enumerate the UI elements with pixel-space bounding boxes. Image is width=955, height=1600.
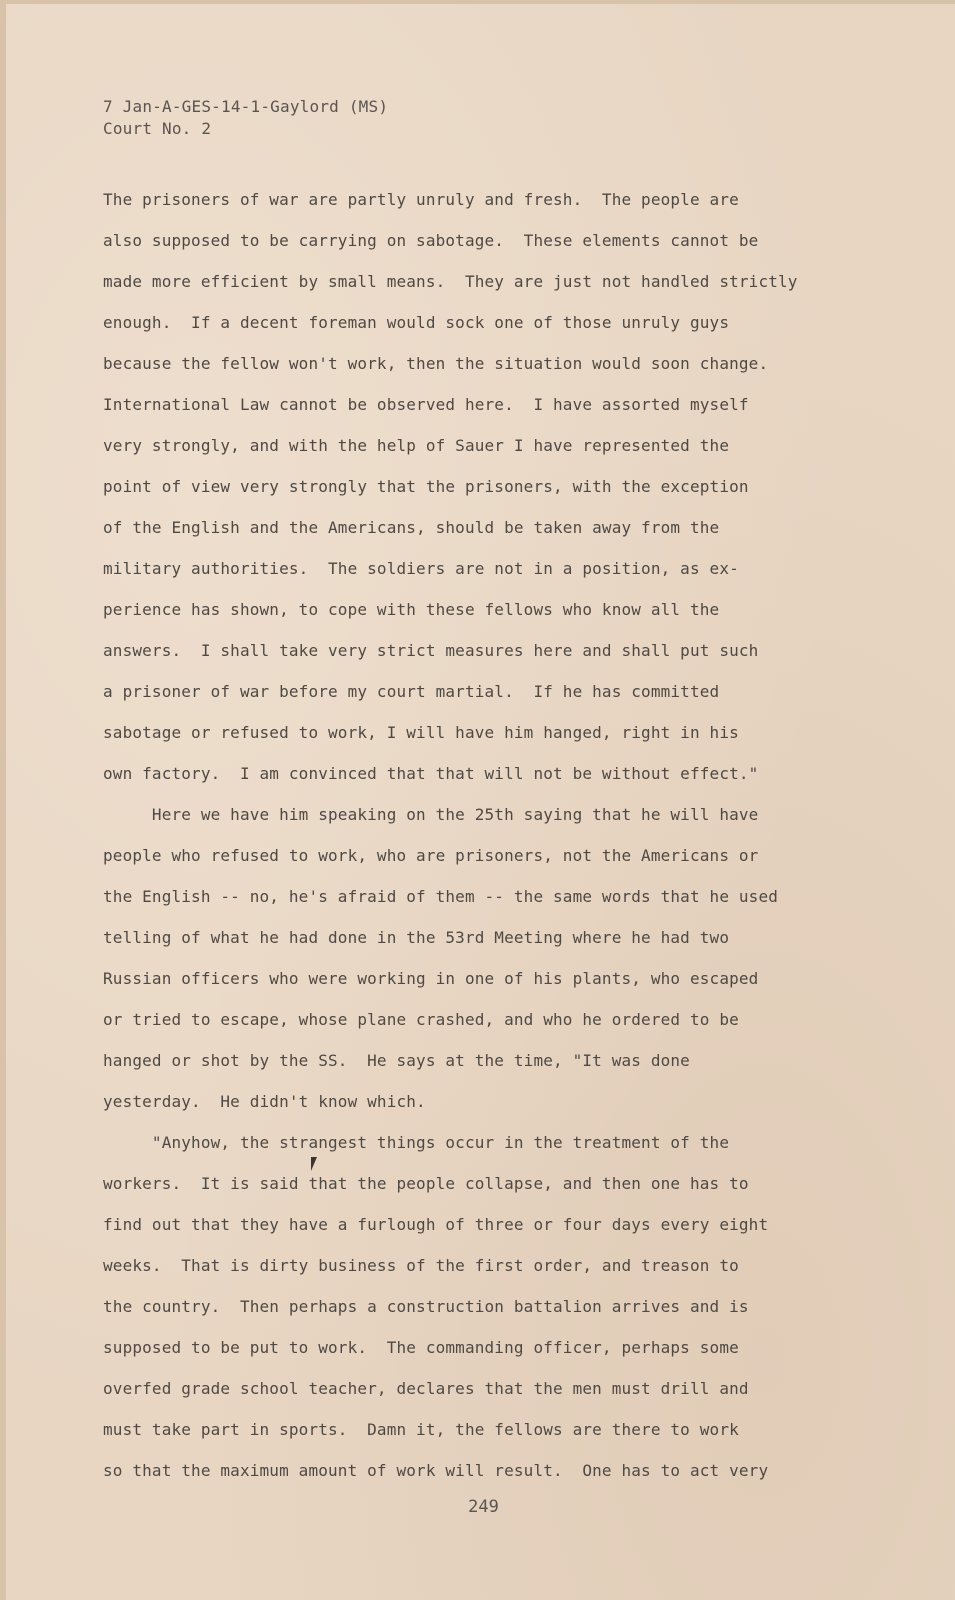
text-line: made more efficient by small means. They are just not handled strictly (103, 272, 798, 291)
document-body (103, 179, 843, 1491)
text-line: so that the maximum amount of work will result. One has to act very (103, 1461, 769, 1480)
text-line: the English -- no, he's afraid of them -- the same words that he used (103, 887, 779, 906)
text-line: perience has shown, to cope with these fellows who know all the (103, 600, 720, 619)
text-line: because the fellow won't work, then the situation would soon change. (103, 354, 769, 373)
text-line: or tried to escape, whose plane crashed, and who he ordered to be (103, 1010, 739, 1029)
text-line: The prisoners of war are partly unruly and fresh. The people are (103, 190, 739, 209)
text-line: "Anyhow, the strangest things occur in the treatment of the (103, 1133, 730, 1152)
text-line: answers. I shall take very strict measures here and shall put such (103, 641, 759, 660)
text-line: Russian officers who were working in one of his plants, who escaped (103, 969, 759, 988)
text-line: sabotage or refused to work, I will have him hanged, right in his (103, 723, 739, 742)
text-line: Here we have him speaking on the 25th saying that he will have (103, 805, 759, 824)
text-line: very strongly, and with the help of Sauer I have represented the (103, 436, 730, 455)
text-line: must take part in sports. Damn it, the fellows are there to work (103, 1420, 739, 1439)
text-line: find out that they have a furlough of three or four days every eight (103, 1215, 769, 1234)
text-line: yesterday. He didn't know which. (103, 1092, 426, 1111)
text-line: International Law cannot be observed here. I have assorted myself (103, 395, 749, 414)
text-line: military authorities. The soldiers are not in a position, as ex- (103, 559, 739, 578)
header-reference: 7 Jan-A-GES-14-1-Gaylord (MS) (103, 97, 389, 116)
text-line: a prisoner of war before my court martial. If he has committed (103, 682, 720, 701)
document-header (103, 96, 388, 140)
text-line: enough. If a decent foreman would sock one of those unruly guys (103, 313, 730, 332)
text-line: point of view very strongly that the prisoners, with the exception (103, 477, 749, 496)
header-court: Court No. 2 (103, 119, 212, 138)
text-line: people who refused to work, who are prisoners, not the Americans or (103, 846, 759, 865)
text-line: own factory. I am convinced that that will not be without effect." (103, 764, 759, 783)
text-line: also supposed to be carrying on sabotage. These elements cannot be (103, 231, 759, 250)
text-line: workers. It is said that the people collapse, and then one has to (103, 1174, 749, 1193)
text-line: the country. Then perhaps a construction battalion arrives and is (103, 1297, 749, 1316)
text-line: of the English and the Americans, should be taken away from the (103, 518, 720, 537)
text-line: supposed to be put to work. The commanding officer, perhaps some (103, 1338, 739, 1357)
text-line: weeks. That is dirty business of the first order, and treason to (103, 1256, 739, 1275)
text-line: hanged or shot by the SS. He says at the time, "It was done (103, 1051, 690, 1070)
mouse-pointer-icon (311, 1157, 323, 1171)
page-number: 249 (468, 1497, 499, 1517)
text-line: telling of what he had done in the 53rd Meeting where he had two (103, 928, 730, 947)
text-line: overfed grade school teacher, declares that the men must drill and (103, 1379, 749, 1398)
